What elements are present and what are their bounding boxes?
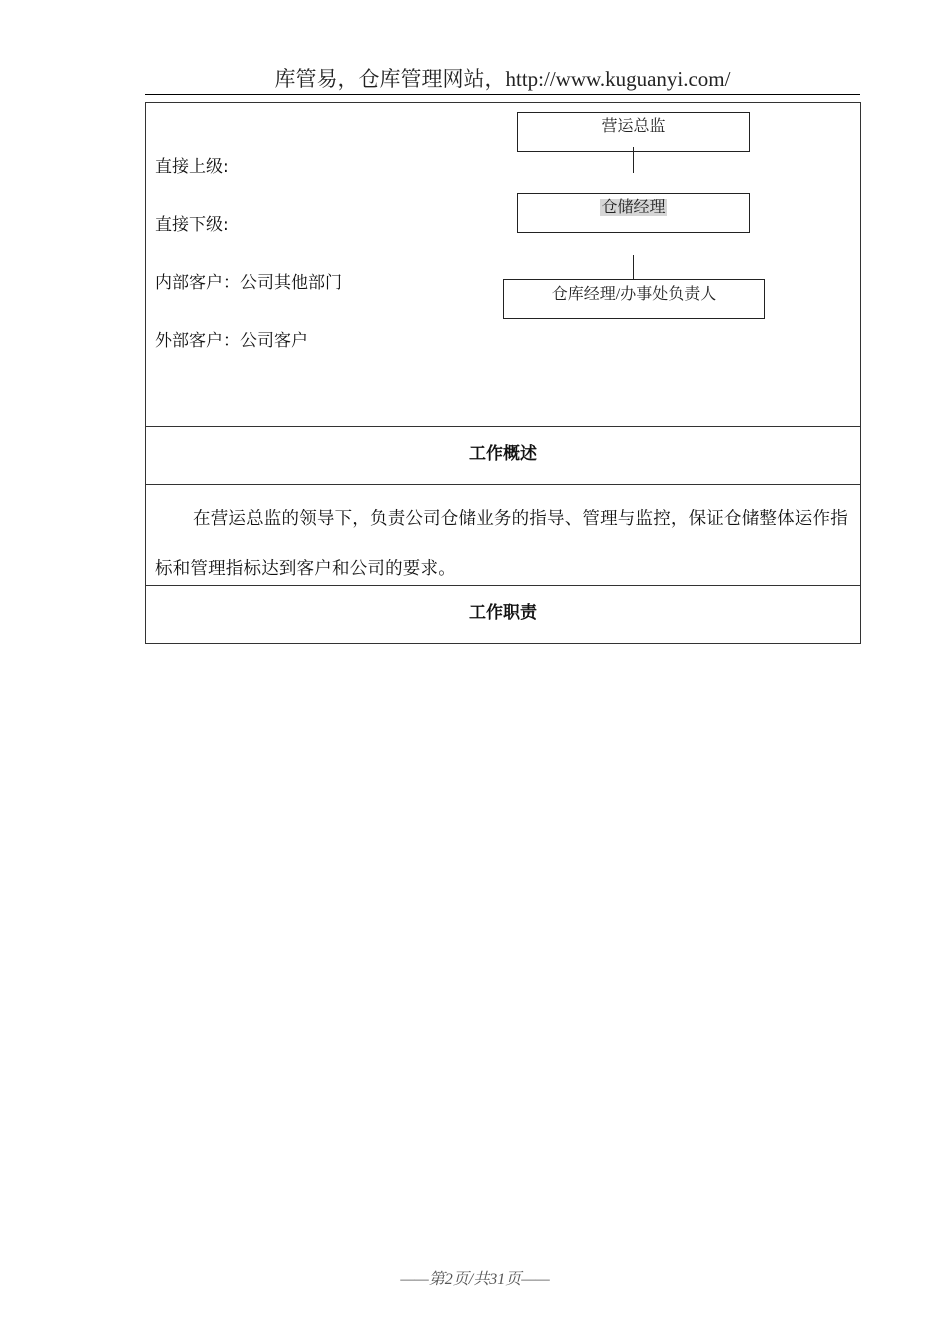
page-footer: ——第2页/共31页—— [400, 1271, 550, 1288]
overview-heading: 工作概述 [146, 427, 860, 485]
org-box-branch-manager-label: 仓库经理/办事处负责人 [551, 286, 717, 303]
job-description-table [145, 102, 861, 644]
org-connector-top [633, 147, 634, 173]
internal-clients: 内部客户：公司其他部门 [155, 273, 342, 293]
org-box-warehouse-manager-label: 仓储经理 [601, 199, 666, 216]
page-header: 库管易，仓库管理网站，http://www.kuguanyi.com/ [145, 64, 860, 95]
reporting-section [146, 103, 860, 427]
org-connector-bottom [633, 255, 634, 279]
org-box-operations-director-label: 营运总监 [601, 118, 666, 135]
external-clients: 外部客户：公司客户 [155, 331, 308, 351]
org-box-operations-director [517, 112, 750, 152]
duties-heading: 工作职责 [469, 603, 537, 623]
direct-superior-label: 直接上级: [155, 157, 229, 177]
org-box-warehouse-manager [517, 193, 750, 233]
overview-body [146, 485, 860, 586]
direct-subordinate-label: 直接下级: [155, 215, 229, 235]
overview-text: 在营运总监的领导下，负责公司仓储业务的指导、管理与监控，保证仓储整体运作指标和管理指标达到客户和公司的要求。 [155, 509, 848, 579]
org-box-branch-manager [503, 279, 765, 319]
